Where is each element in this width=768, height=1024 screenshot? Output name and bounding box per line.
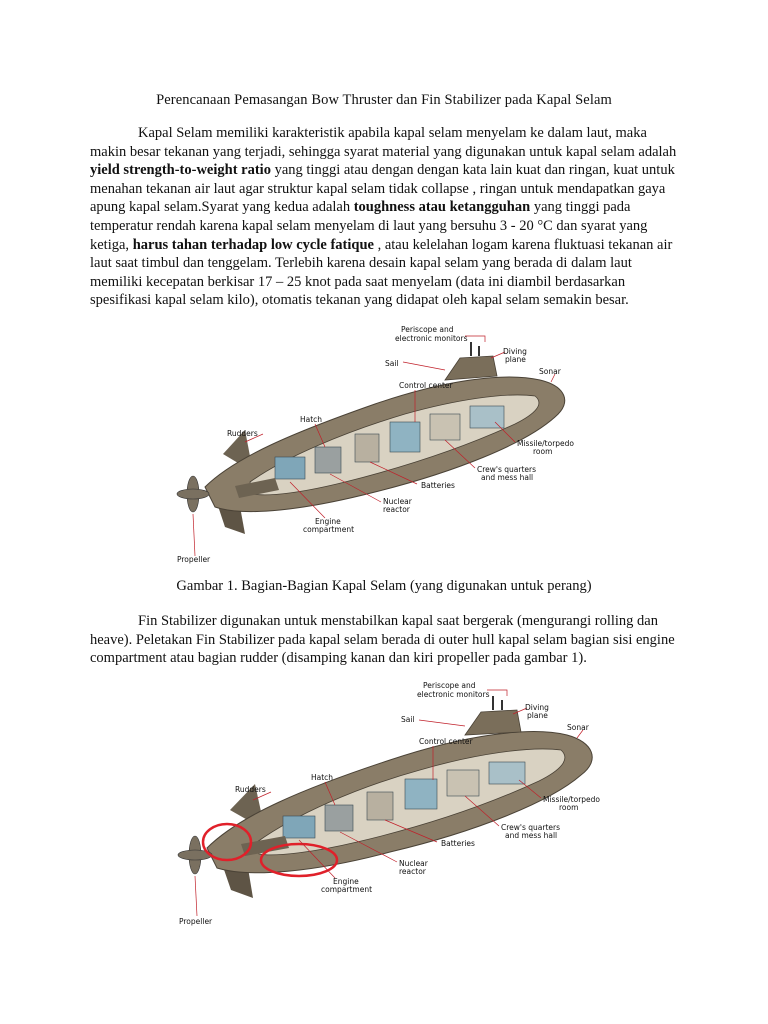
label-batteries: Batteries — [441, 839, 475, 848]
label-hatch: Hatch — [311, 773, 334, 782]
label-periscope-2: electronic monitors — [395, 334, 468, 343]
label-hatch: Hatch — [300, 415, 323, 424]
label-crew-1: Crew's quarters — [477, 465, 536, 474]
para1-bold-2: toughness atau ketangguhan — [353, 199, 531, 216]
figure-caption: Gambar 1. Bagian-Bagian Kapal Selam (yang digunakan untuk perang) — [176, 578, 592, 594]
control-block — [390, 422, 420, 452]
submarine-diagram-2 — [175, 680, 615, 930]
label-propeller: Propeller — [179, 917, 213, 926]
label-diving-2: plane — [527, 711, 548, 720]
label-diving-1: Diving — [503, 347, 527, 356]
engine-machinery — [275, 457, 305, 479]
label-periscope-1: Periscope and — [423, 681, 476, 690]
control-block — [405, 779, 437, 809]
label-sonar: Sonar — [539, 367, 561, 376]
label-sail: Sail — [385, 359, 399, 368]
label-engine-1: Engine — [315, 517, 341, 526]
label-nuclear-2: reactor — [399, 867, 426, 876]
label-batteries: Batteries — [421, 481, 455, 490]
sail — [465, 710, 521, 735]
para1-text-2: yang tinggi atau dengan dengan kata lain kuat dan ringan, kuat untuk menahan tekanan air laut agar struktur kapal selam tidak collapse , ringan untuk mendapatkan gaya apung kapal selam.Syarat yang kedua adalah — [90, 162, 675, 216]
submarine-figure-1 — [175, 322, 585, 568]
label-propeller: Propeller — [177, 555, 211, 564]
document-title: Perencanaan Pemasangan Bow Thruster dan Fin Stabilizer pada Kapal Selam — [156, 92, 612, 108]
label-crew-2: and mess hall — [481, 473, 534, 482]
sail — [445, 356, 497, 380]
label-nuclear-1: Nuclear — [383, 497, 412, 506]
label-control-center: Control center — [419, 737, 473, 746]
paragraph-1 — [90, 124, 680, 310]
para1-bold-1: yield strength-to-weight ratio — [90, 162, 271, 179]
label-engine-1: Engine — [333, 877, 359, 886]
label-periscope-1: Periscope and — [401, 325, 454, 334]
batteries-block — [367, 792, 393, 820]
paragraph-2 — [90, 612, 680, 668]
label-sonar: Sonar — [567, 723, 589, 732]
label-crew-2: and mess hall — [505, 831, 558, 840]
propeller-blade-h — [177, 489, 209, 499]
label-missile-2: room — [533, 447, 553, 456]
para1-bold-3: harus tahan terhadap low cycle fatique — [132, 236, 374, 253]
label-diving-1: Diving — [525, 703, 549, 712]
crew-block — [430, 414, 460, 440]
label-crew-1: Crew's quarters — [501, 823, 560, 832]
torpedo-block — [470, 406, 504, 428]
label-engine-2: compartment — [321, 885, 373, 894]
label-sail: Sail — [401, 715, 415, 724]
submarine-diagram-1 — [175, 322, 585, 568]
reactor-block — [325, 805, 353, 831]
label-missile-1: Missile/torpedo — [517, 439, 575, 448]
engine-machinery — [283, 816, 315, 838]
label-nuclear-2: reactor — [383, 505, 410, 514]
label-missile-1: Missile/torpedo — [543, 795, 601, 804]
label-engine-2: compartment — [303, 525, 355, 534]
label-rudders: Rudders — [227, 429, 258, 438]
batteries-block — [355, 434, 379, 462]
para1-text-1: Kapal Selam memiliki karakteristik apabila kapal selam menyelam ke dalam laut, maka makin besar tekanan yang terjadi, sehingga syarat material yang digunakan untuk kapal selam adalah — [90, 125, 677, 160]
label-missile-2: room — [559, 803, 579, 812]
para1-text-4: , atau kelelahan logam karena fluktuasi tekanan air laut saat timbul dan tenggelam. Terlebih karena desain kapal selam yang berada di dalam laut memiliki kecepatan berkisar 17 – 25 knot pada saat menyelam (data ini diambil berdasarkan spesifikasi kapal selam kilo), otomatis tekanan yang didapat oleh kapal selam semakin besar. — [90, 236, 673, 309]
label-periscope-2: electronic monitors — [417, 690, 490, 699]
label-rudders: Rudders — [235, 785, 266, 794]
reactor-block — [315, 447, 341, 473]
submarine-figure-2 — [175, 680, 615, 930]
crew-block — [447, 770, 479, 796]
para2-text: Fin Stabilizer digunakan untuk menstabilkan kapal saat bergerak (mengurangi rolling dan heave). Peletakan Fin Stabilizer pada kapal selam berada di outer hull kapal selam bagian sisi engine compartment atau bagian rudder (disamping kanan dan kiri propeller pada gambar 1). — [90, 613, 675, 667]
label-nuclear-1: Nuclear — [399, 859, 428, 868]
label-control-center: Control center — [399, 381, 453, 390]
para1-text-3: yang tinggi pada temperatur rendah karena kapal selam menyelam di laut yang bersuhu 3 - 20 °C dan syarat yang ketiga, — [90, 199, 648, 253]
label-diving-2: plane — [505, 355, 526, 364]
